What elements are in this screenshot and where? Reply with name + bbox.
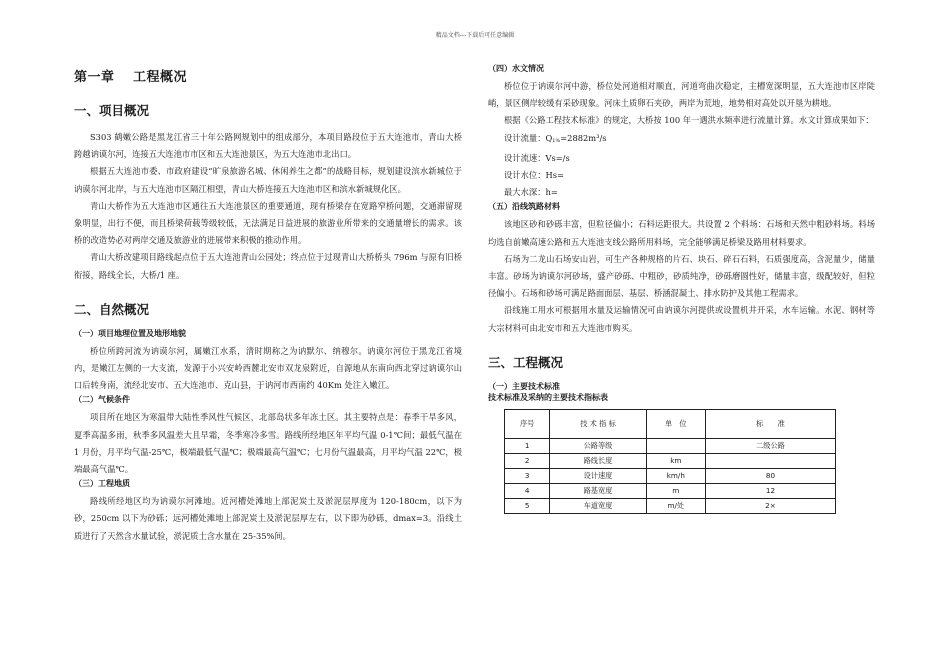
table-cell: [646, 438, 705, 453]
table-cell: 设计速度: [550, 468, 646, 483]
paragraph: 根据《公路工程技术标准》的规定，大桥按 100 年一遇洪水频率进行流量计算。水文计算成果如下：: [504, 115, 874, 126]
column-header: 单 位: [646, 409, 705, 438]
table-cell: 3: [505, 468, 550, 483]
table-cell: 80: [705, 468, 835, 483]
table-cell: km: [646, 453, 705, 468]
column-header: 标 准: [705, 409, 835, 438]
table-cell: km/h: [646, 468, 705, 483]
table-cell: 4: [505, 483, 550, 498]
table-header-row: [505, 409, 836, 438]
subsection-tech-standards-title: （一）主要技术标准: [488, 381, 560, 391]
section-project-overview-title: 一、项目概况: [74, 103, 150, 118]
table-cell: 车道宽度: [550, 498, 646, 513]
left-column: [74, 60, 462, 545]
right-column: [488, 63, 875, 514]
paragraph: S303 鹤嫩公路是黑龙江省三十年公路网规划中的组成部分，本项目路段位于五大连池市，青山大桥跨越讷谟尔河，连接五大连池市市区和五大连池景区，为五大连池市北出口。: [74, 132, 462, 160]
table-cell: m: [646, 483, 705, 498]
table-row: [505, 498, 836, 513]
paragraph: 根据五大连池市委、市政府建设“旷泉旅游名城、休闲养生之都”的战略目标，规划建设滨水新城位于讷谟尔河北岸，与五大连池市区隔江相望，青山大桥连接五大连池市区和滨水新城规化区。: [74, 166, 462, 194]
table-row: [505, 483, 836, 498]
paragraph: 青山大桥改建项目路线起点位于五大连池青山公园处；终点位于过现青山大桥桥头 796m 与原有旧桥衔接，路线全长，大桥/1 座。: [74, 252, 462, 280]
table-row: [505, 438, 836, 453]
table-cell: 路基宽度: [550, 483, 646, 498]
subsection-hydrology-title: （四）水文情况: [488, 64, 544, 73]
paragraph: 石场为二龙山石场安山岩，可生产各种规格的片石、块石、碎石石料，石质强度高，含泥量少，储量丰富。砂场为讷谟尔河砂场，盛产砂砾、中粗砂，砂质纯净，砂砾磨圆性好，储量丰富，级配较好，但粒径偏小。石场和砂场可满足路面面层、基层、桥涵混凝土、排水防护及其他工程需求。: [488, 253, 875, 299]
table-cell: 1: [505, 438, 550, 453]
paragraph: 沿线施工用水可根据用水量及运输情况可由讷谟尔河提供或设置机井开采，水车运输。水泥、钢材等大宗材料可由北安市和五大连池市购买。: [488, 305, 875, 333]
paragraph: 该地区砂和砂砾丰富，但粒径偏小；石料运距很大。共设置 2 个料场：石场和天然中粗砂料场。料场均选自前嫩高速公路和五大连池支线公路所用料场，完全能够满足桥梁及路用材料要求。: [488, 219, 875, 247]
section-engineering-overview-title: 三、工程概况: [488, 354, 564, 370]
table-row: [505, 453, 836, 468]
page-header-note: 精品文档---下载后可任意编辑: [435, 32, 515, 39]
subsection-materials-title: （五）沿线筑路材料: [488, 202, 560, 212]
paragraph: 路线所经地区均为讷谟尔河滩地。近河槽处滩地上部泥炭土及淤泥层厚度为 120-180cm，以下为砂，250cm 以下为砂砾；远河槽处滩地上部泥炭土及淤泥层厚左右，以下即为砂砾，dmax=3。沿线土质进行了天然含水量试验，淤泥质土含水量在 25-35%间。: [74, 496, 462, 541]
table-cell: [705, 453, 835, 468]
design-velocity-line: 设计流速：Vs=/s: [504, 152, 570, 163]
subsection-climate-title: （二）气候条件: [74, 395, 130, 405]
table-cell: m/处: [646, 498, 705, 513]
table-caption: 技术标准及采纳的主要技术指标表: [488, 392, 608, 402]
table-cell: 5: [505, 498, 550, 513]
design-flow-line: 设计流量：$Q_{1\%}=2882m^3/s$: [504, 132, 607, 144]
table-row: [505, 468, 836, 483]
table-cell: 2: [505, 453, 550, 468]
chapter-title: 第一章 工程概况: [74, 70, 188, 85]
paragraph: 项目所在地区为寒温带大陆性季风性气候区，北部岛状多年冻土区。其主要特点是：春季干旱多风，夏季高温多雨，秋季多风温差大且早霜，冬季寒冷多雪。路线所经地区年平均气温 0-1℃间；最低气温在 1 月份，月平均气温-25℃，极端最低气温℃；极端最高气温℃；七月份气温最高，月平均气温 22℃，极端最高气温℃。: [74, 412, 462, 475]
technical-standards-table: [504, 409, 836, 514]
table-cell: 路线长度: [550, 453, 646, 468]
paragraph: 桥位所跨河流为讷谟尔河，属嫩江水系，清时期称之为讷默尔、纳穆尔。讷谟尔河位于黑龙江省境内，是嫩江左侧的一大支流，发源于小兴安岭西麓北安市双龙泉附近，自源地从东南向西北穿过讷谟尔山口后转身南，流经北安市、五大连池市、克山县，于讷河市西南约 40Km 处注入嫩江。: [74, 345, 462, 391]
section-natural-overview-title: 二、自然概况: [74, 301, 150, 317]
paragraph: 桥位位于讷谟尔河中游，桥位处河道相对顺直，河道弯曲次稳定，主槽宽深明显，五大连池市区岸陡峭，景区侧岸较缓有采砂现象。河床土质卵石夹砂，两岸为荒地，地势相对高处以开垦为耕地。: [488, 81, 875, 109]
table-cell: 公路等级: [550, 438, 646, 453]
table-cell: 12: [705, 483, 835, 498]
max-water-depth-line: 最大水深：h=: [504, 187, 558, 198]
table-cell: 2×: [705, 498, 835, 513]
subsection-geology-title: （三）工程地质: [74, 479, 130, 489]
column-header: 技 术 指 标: [550, 409, 646, 438]
subsection-geography-title: （一）项目地理位置及地形地貌: [74, 328, 186, 338]
design-water-level-line: 设计水位：Hs=: [504, 170, 564, 181]
paragraph: 青山大桥作为五大连池市区通往五大连池景区的重要通道，现有桥梁存在宽路窄桥问题，交通滞留现象明显，出行不便，而且桥梁荷载等级较低，无法满足日益进展的旅游业所带来的交通量增长的需求。该桥的改造势必对两岸交通及旅游业的进展带来积极的推动作用。: [74, 200, 462, 246]
table-cell: 二级公路: [705, 438, 835, 453]
column-header: 序号: [505, 409, 550, 438]
